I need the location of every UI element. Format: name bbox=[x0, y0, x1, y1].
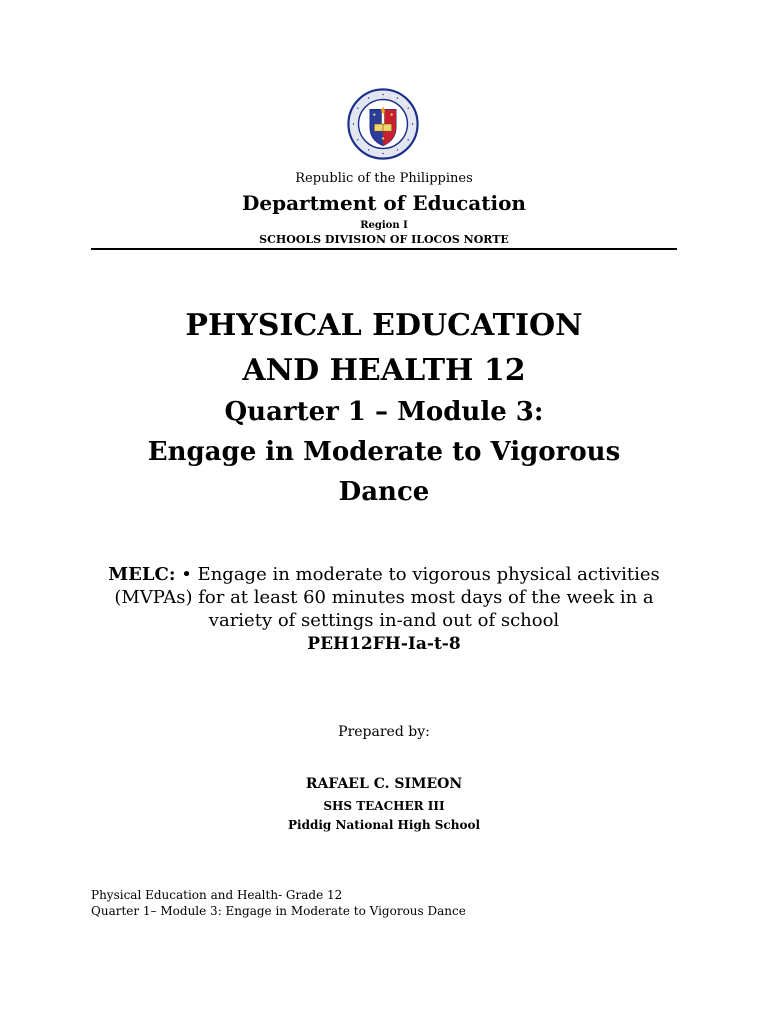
quarter-module-label: Quarter 1 – Module 3: bbox=[224, 397, 544, 427]
republic-label: Republic of the Philippines bbox=[295, 171, 473, 186]
region-label: Region I bbox=[360, 220, 408, 231]
author-position: SHS TEACHER III bbox=[323, 799, 445, 813]
melc-statement bbox=[90, 563, 678, 632]
header-divider bbox=[91, 248, 677, 250]
author-school: Piddig National High School bbox=[287, 818, 481, 832]
deped-seal-icon bbox=[347, 88, 419, 160]
melc-label: MELC: bbox=[108, 564, 176, 585]
author-name: RAFAEL C. SIMEON bbox=[305, 776, 463, 792]
melc-text: • Engage in moderate to vigorous physical activities (MVPAs) for at least 60 minutes most days of the week in a variety of settings in-and out of school bbox=[114, 564, 660, 631]
melc-code: PEH12FH-Ia-t-8 bbox=[307, 634, 461, 654]
subject-title-line1: PHYSICAL EDUCATION bbox=[185, 308, 583, 343]
module-title-line2: Dance bbox=[338, 477, 430, 507]
module-title-line1: Engage in Moderate to Vigorous bbox=[147, 437, 621, 467]
department-title: Department of Education bbox=[242, 191, 526, 215]
footer-line2: Quarter 1– Module 3: Engage in Moderate to Vigorous Dance bbox=[91, 904, 466, 918]
division-label: SCHOOLS DIVISION OF ILOCOS NORTE bbox=[259, 233, 509, 246]
subject-title-line2: AND HEALTH 12 bbox=[242, 353, 526, 388]
footer-line1: Physical Education and Health- Grade 12 bbox=[91, 888, 343, 902]
prepared-by-label: Prepared by: bbox=[338, 724, 430, 740]
